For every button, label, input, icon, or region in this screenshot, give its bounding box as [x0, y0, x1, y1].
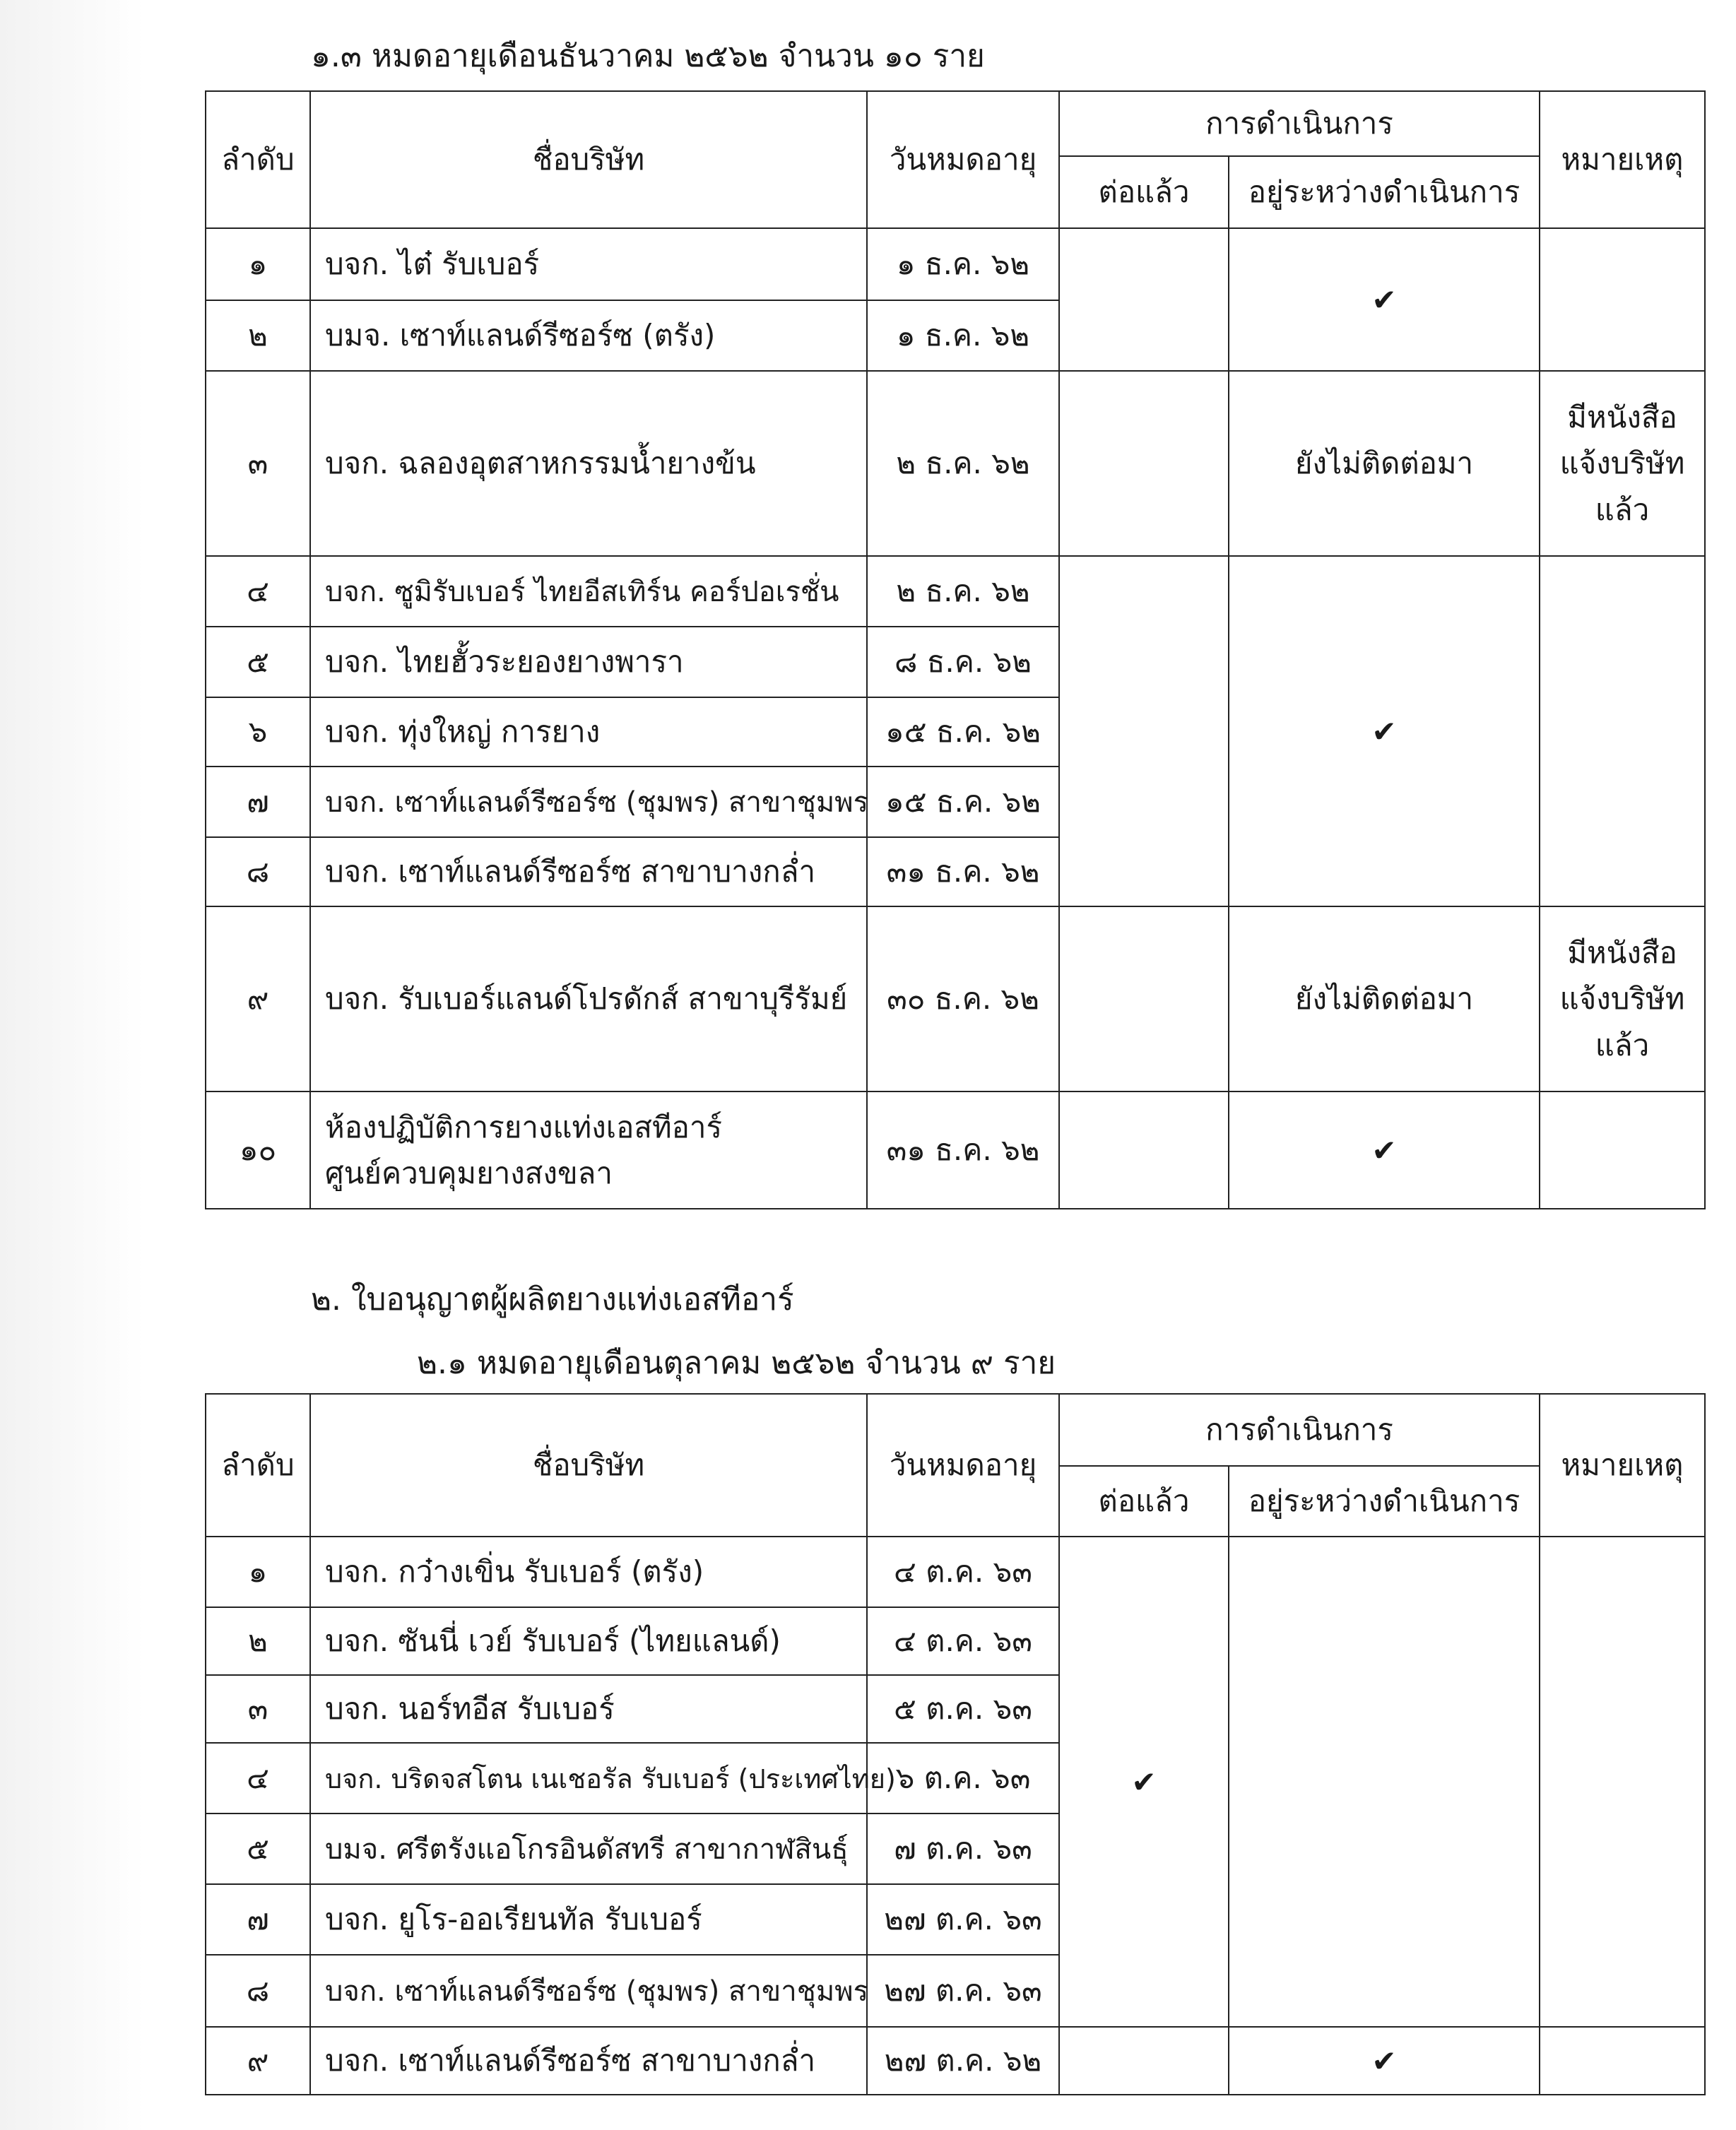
remark-line: มีหนังสือ: [1567, 935, 1677, 971]
header-no: ลำดับ: [206, 1394, 310, 1537]
table-row: [206, 906, 1705, 1091]
header-action: การดำเนินการ: [1059, 1394, 1540, 1466]
row-company: บจก. ซันนี่ เวย์ รับเบอร์ (ไทยแลนด์): [310, 1607, 867, 1675]
row-expiry: ๑๕ ธ.ค. ๖๒: [867, 697, 1059, 767]
header-in-progress: อยู่ระหว่างดำเนินการ: [1229, 156, 1540, 228]
row-expiry: ๒๗ ต.ค. ๖๓: [867, 1955, 1059, 2027]
header-expiry: วันหมดอายุ: [867, 91, 1059, 228]
check-icon: ✔: [1229, 228, 1540, 371]
row-expiry: ๓๑ ธ.ค. ๖๒: [867, 837, 1059, 906]
remark-cell: [1540, 1091, 1705, 1209]
row-no: ๙: [206, 2027, 310, 2095]
header-company: ชื่อบริษัท: [310, 1394, 867, 1537]
row-expiry: ๓๑ ธ.ค. ๖๒: [867, 1091, 1059, 1209]
table-row: [206, 1091, 1705, 1209]
row-expiry: ๑๕ ธ.ค. ๖๒: [867, 767, 1059, 837]
row-no: ๑: [206, 1537, 310, 1607]
remark-line: แล้ว: [1595, 492, 1650, 527]
row-expiry: ๘ ธ.ค. ๖๒: [867, 627, 1059, 697]
renewed-cell: [1059, 906, 1229, 1091]
row-company: บจก. ฉลองอุตสาหกรรมน้ำยางข้น: [310, 371, 867, 556]
check-icon: ✔: [1059, 1537, 1229, 2027]
header-in-progress: อยู่ระหว่างดำเนินการ: [1229, 1466, 1540, 1537]
renewed-cell: [1059, 2027, 1229, 2095]
row-company: บจก. เซาท์แลนด์รีซอร์ซ สาขาบางกล่ำ: [310, 837, 867, 906]
row-no: ๙: [206, 906, 310, 1091]
in-progress-cell: [1229, 1537, 1540, 2027]
row-expiry: ๒ ธ.ค. ๖๒: [867, 556, 1059, 627]
renewed-cell: [1059, 556, 1229, 906]
row-company: บจก. ไทยฮั้วระยองยางพารา: [310, 627, 867, 697]
row-expiry: ๓๐ ธ.ค. ๖๒: [867, 906, 1059, 1091]
table-row: [206, 1537, 1705, 1607]
company-line: ห้องปฏิบัติการยางแท่งเอสทีอาร์: [325, 1109, 723, 1144]
row-expiry: ๗ ต.ค. ๖๓: [867, 1814, 1059, 1884]
row-expiry: ๒ ธ.ค. ๖๒: [867, 371, 1059, 556]
renewed-cell: [1059, 371, 1229, 556]
row-company: บมจ. ศรีตรังแอโกรอินดัสทรี สาขากาฬสินธุ์: [310, 1814, 867, 1884]
header-remark: หมายเหตุ: [1540, 1394, 1705, 1537]
row-company: บจก. ไต๋ รับเบอร์: [310, 228, 867, 300]
row-company: บจก. นอร์ทอีส รับเบอร์: [310, 1675, 867, 1743]
row-company: บจก. กว๋างเขิ่น รับเบอร์ (ตรัง): [310, 1537, 867, 1607]
row-no: ๔: [206, 1743, 310, 1814]
section-1-3-title: ๑.๓ หมดอายุเดือนธันวาคม ๒๕๖๒ จำนวน ๑๐ ราย: [311, 38, 985, 74]
row-company: บจก. ทุ่งใหญ่ การยาง: [310, 697, 867, 767]
row-company: บมจ. เซาท์แลนด์รีซอร์ซ (ตรัง): [310, 300, 867, 371]
row-no: ๓: [206, 1675, 310, 1743]
row-no: ๔: [206, 556, 310, 627]
row-no: ๑๐: [206, 1091, 310, 1209]
row-no: ๘: [206, 837, 310, 906]
row-expiry: ๑ ธ.ค. ๖๒: [867, 300, 1059, 371]
header-renewed: ต่อแล้ว: [1059, 1466, 1229, 1537]
row-expiry: ๒๗ ต.ค. ๖๒: [867, 2027, 1059, 2095]
row-no: ๒: [206, 1607, 310, 1675]
renewed-cell: [1059, 228, 1229, 371]
header-company: ชื่อบริษัท: [310, 91, 867, 228]
row-expiry: ๒๗ ต.ค. ๖๓: [867, 1884, 1059, 1955]
table-october: [205, 1393, 1706, 2095]
section-2-1-title: ๒.๑ หมดอายุเดือนตุลาคม ๒๕๖๒ จำนวน ๙ ราย: [417, 1345, 1056, 1381]
row-no: ๖: [206, 697, 310, 767]
row-no: ๕: [206, 627, 310, 697]
header-no: ลำดับ: [206, 91, 310, 228]
row-no: ๗: [206, 1884, 310, 1955]
row-company: [310, 1091, 867, 1209]
check-icon: ✔: [1229, 2027, 1540, 2095]
row-expiry: ๔ ต.ค. ๖๓: [867, 1537, 1059, 1607]
row-no: ๗: [206, 767, 310, 837]
row-expiry: ๑ ธ.ค. ๖๒: [867, 228, 1059, 300]
row-company: บจก. เซาท์แลนด์รีซอร์ซ (ชุมพร) สาขาชุมพร: [310, 1955, 867, 2027]
row-company: บจก. รับเบอร์แลนด์โปรดักส์ สาขาบุรีรัมย์: [310, 906, 867, 1091]
row-company: บจก. ซูมิรับเบอร์ ไทยอีสเทิร์น คอร์ปอเรชั่น: [310, 556, 867, 627]
row-expiry: ๖ ต.ค. ๖๓: [867, 1743, 1059, 1814]
check-icon: ✔: [1229, 1091, 1540, 1209]
remark-cell: [1540, 906, 1705, 1091]
company-line: ศูนย์ควบคุมยางสงขลา: [325, 1156, 613, 1190]
remark-line: แล้ว: [1595, 1027, 1650, 1063]
table-december: [205, 90, 1706, 1209]
table-row: [206, 2027, 1705, 2095]
remark-line: มีหนังสือ: [1567, 400, 1677, 435]
remark-line: แจ้งบริษัท: [1559, 981, 1685, 1017]
row-no: ๕: [206, 1814, 310, 1884]
row-no: ๑: [206, 228, 310, 300]
header-renewed: ต่อแล้ว: [1059, 156, 1229, 228]
row-company: บจก. บริดจสโตน เนเชอรัล รับเบอร์ (ประเทศไทย): [310, 1743, 867, 1814]
header-action: การดำเนินการ: [1059, 91, 1540, 156]
row-expiry: ๔ ต.ค. ๖๓: [867, 1607, 1059, 1675]
remark-cell: [1540, 2027, 1705, 2095]
row-no: ๒: [206, 300, 310, 371]
header-expiry: วันหมดอายุ: [867, 1394, 1059, 1537]
status-not-contacted: ยังไม่ติดต่อมา: [1229, 371, 1540, 556]
renewed-cell: [1059, 1091, 1229, 1209]
row-no: ๘: [206, 1955, 310, 2027]
row-company: บจก. เซาท์แลนด์รีซอร์ซ สาขาบางกล่ำ: [310, 2027, 867, 2095]
scan-margin: [0, 0, 145, 2130]
status-not-contacted: ยังไม่ติดต่อมา: [1229, 906, 1540, 1091]
row-company: บจก. เซาท์แลนด์รีซอร์ซ (ชุมพร) สาขาชุมพร: [310, 767, 867, 837]
row-company: บจก. ยูโร-ออเรียนทัล รับเบอร์: [310, 1884, 867, 1955]
remark-cell: [1540, 1537, 1705, 2027]
table-row: [206, 371, 1705, 556]
table-row: [206, 556, 1705, 627]
header-remark: หมายเหตุ: [1540, 91, 1705, 228]
remark-cell: [1540, 371, 1705, 556]
check-icon: ✔: [1229, 556, 1540, 906]
table-row: [206, 228, 1705, 300]
section-2-title: ๒. ใบอนุญาตผู้ผลิตยางแท่งเอสทีอาร์: [311, 1282, 794, 1318]
row-no: ๓: [206, 371, 310, 556]
remark-cell: [1540, 228, 1705, 371]
remark-line: แจ้งบริษัท: [1559, 446, 1685, 481]
row-expiry: ๕ ต.ค. ๖๓: [867, 1675, 1059, 1743]
remark-cell: [1540, 556, 1705, 906]
